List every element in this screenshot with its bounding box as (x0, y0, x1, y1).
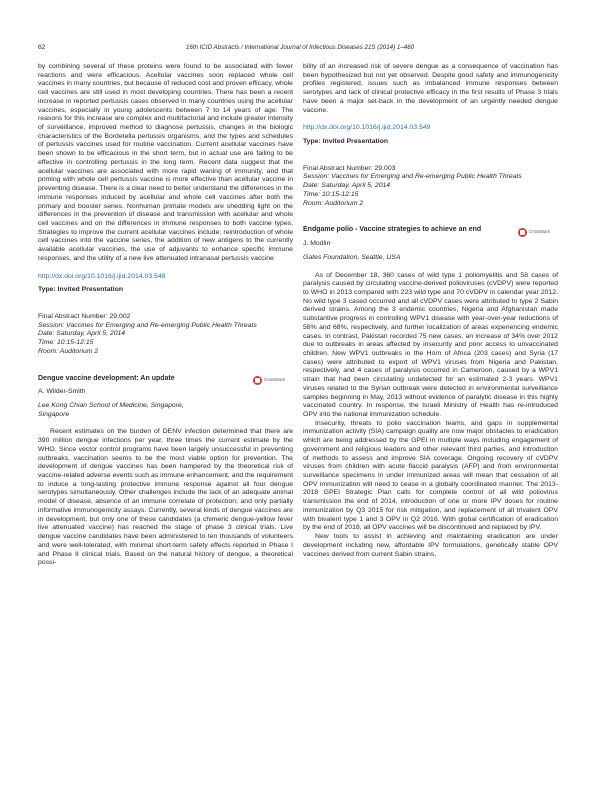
session-metadata (38, 313, 293, 357)
session-room: Room: Auditorium 2 (303, 199, 364, 207)
right-column (303, 63, 558, 559)
session-date: Date: Saturday, April 5, 2014 (303, 182, 391, 190)
presentation-type: Type: Invited Presentation (303, 138, 389, 146)
crossmark-label: CrossMark (264, 377, 286, 383)
author-affiliation: Lee Kong Chian School of Medicine, Singapore, Singapore (38, 402, 184, 418)
crossmark-label: CrossMark (529, 228, 551, 234)
session-room: Room: Auditorium 2 (38, 347, 99, 355)
abstract-body-paragraph: Recent estimates on the burden of DENV infection determined that there are 390 million dengue infections per year, three times the current estimate by the WHO. Since vector control programs have been largely unsuccessful in preventing outbreaks, vaccination seems to be the most viable option for prevention. The development of dengue vaccines has been hampered by the theoretical risk of vaccine-related adverse events such as immune enhancement, and the requirement to induce a long-lasting protective immune response against all four dengue serotypes simultaneously. Other challenges include the lack of an adequate animal model of disease, absence of an immune correlate of protection, and only partially informative immunogenicity assays. Currently, several kinds of dengue vaccines are in development, but only one of these candidates (a chimeric dengue-yellow fever live attenuated vaccine) has reached the stage of phase 3 clinical trials. Live dengue vaccine candidates have been administered to ten thousands of volunteers and were well-tolerated, with minimal short-term safety effects reported in Phase I and Phase II clinical trials. Based on the natural history of dengue, a theoretical possi- (38, 428, 293, 567)
doi-link[interactable]: http://dx.doi.org/10.1016/j.ijid.2014.03.548 (38, 272, 166, 280)
session-time: Time: 10:15-12:15 (303, 190, 359, 198)
abstract-body-paragraph: bility of an increased risk of severe dengue as a consequence of vaccination has been hypothesized but not yet observed. Despite good safety and immunogenicity profiles registered, issues such as imbalanced immune responses between serotypes and lack of clinical protective efficacy in the first results of Phase 3 trials have been a major set-back in the development of an urgently needed dengue vaccine. (303, 63, 558, 114)
author-name: J. Modlin (303, 240, 331, 248)
session-time: Time: 10:15-12:15 (38, 339, 94, 347)
crossmark-badge[interactable] (518, 226, 558, 238)
presentation-type: Type: Invited Presentation (38, 286, 124, 294)
author-affiliation: Gates Foundation, Seattle, USA (303, 253, 401, 261)
doi-link[interactable]: http://dx.doi.org/10.1016/j.ijid.2014.03.549 (303, 124, 431, 132)
article-heading (303, 226, 558, 235)
article-title: Endgame polio - Vaccine strategies to achieve an end (303, 226, 482, 234)
page-header (38, 44, 562, 56)
crossmark-badge[interactable] (253, 375, 293, 387)
author-name: A. Wilder-Smith (38, 388, 86, 396)
final-abstract-number: Final Abstract Number: 29.002 (38, 312, 131, 320)
crossmark-icon (253, 376, 262, 385)
session-date: Date: Saturday, April 5, 2014 (38, 330, 126, 338)
abstract-body-paragraph: by combining several of these proteins were found to be associated with fewer reactions and were efficacious. Acellular vaccines soon replaced whole cell vaccines in many countries, but because of reduced cost and proven efficacy, whole cell vaccines are still used in most developing countries. There has been a recent increase in reported pertussis cases observed in many countries using the acellular vaccines, especially in young adolescents between 7 to 14 years of age. The reasons for this increase are complex and multifactorial and include greater intensity of surveillance, improved method to diagnose pertussis, changes in the biologic characteristics of the Bordetella pertussis organisms, and the types and schedules of pertussis vaccines used for routine vaccination. Current acellular vaccines have been shown to be efficacious in the short term, but in actual use are failing to be effective in controlling pertussis in the long term. Recent data suggest that the acellular vaccines are associated with more rapid waning of immunity, and that priming with whole cell pertussis vaccine is more effective than acellular vaccine in preventing disease. There is a clear need to better understand the differences in the immune responses induced by acellular and whole cell vaccines after both the primary and booster series. Nonhuman primate models are shedding light on the differences in the prevention of disease and transmission with acellular and whole cell vaccines and on the differences in immune responses to both vaccine types. Strategies to improve the current acellular vaccines include; reintroduction of whole cell vaccines into the vaccine series, the addition of new antigens to the currently available acellular vaccines, the use of adjuvants to enhance specific immune responses, and the utility of a new live attenuated intranasal pertussis vaccine (38, 63, 293, 262)
crossmark-icon (518, 228, 527, 237)
abstract-body-paragraph: Insecurity, threats to polio vaccination teams, and gaps in supplemental immunization activity (SIA) campaign quality are now major obstacles to eradication which are being addressed by the GPEI in multiple ways including engagement of government and religious leaders and other relevant third parties, and introduction of methods to assess and improve SIA coverage. Ongoing recovery of cVDPV viruses from children with acute flaccid paralysis (AFP) and from environmental surveillance specimens in under immunized areas will mean that cessation of all OPV immunization will need to cease in a globally coordinated manner. The 2013-2018 GPEI Strategic Plan calls for complete control of all wild poliovirus transmission the end of 2014, introduction of one or more IPV doses for routine immunization by Q3 2015 for risk mitigation, and replacement of all trivalent OPV with bivalent type 1 and 3 OPV in Q2 2016. With global certification of eradication by the end of 2018, all OPV vaccines will be discontinued and replaced by IPV. (303, 419, 558, 532)
final-abstract-number: Final Abstract Number: 29.003 (303, 164, 396, 172)
article-title: Dengue vaccine development: An update (38, 374, 175, 382)
page-number: 62 (38, 44, 46, 51)
session-name: Session: Vaccines for Emerging and Re-emerging Public Health Threats (38, 321, 257, 329)
abstract-body-paragraph: New tools to assist in achieving and maintaining eradication are under development including new, affordable IPV formulations, genetically stable OPV vaccines derived from current Sabin strains, (303, 533, 558, 558)
abstract-body-paragraph: As of December 18, 360 cases of wild type 1 poliomyelitis and 58 cases of paralysis caused by circulating vaccine-derived polioviruses (cVDPV) were reported to WHO in 2013 compared with 223 wild type and 70 cVDPV in calendar year 2012. No wild type 3 cased occurred and all cVDPV cases were attributed to type 2 Sabin derived strains. Among the 3 endemic countries, Nigeria and Afghanistan made substantive progress in controlling WPV1 disease with year-over-year reductions of 58% and 68%, respectively, and further localization of areas experiencing endemic cases. In contrast, Pakistan recorded 75 new cases, an increase of 34% over 2012 due to outbreaks in areas affected by insecurity and poor access to unvaccinated children. New WPV1 outbreaks in the Horn of Africa (203 cases) and Syria (17 cases) were attributed to export of WPV1 viruses from Nigeria and Pakistan, respectively, and 4 cases of paralysis occurred in Cameroon, caused by a WPV1 strain that had been circulating undetected for an estimated 2-3 years. WPV1 viruses related to the Syrian outbreak were detected in environmental surveillance samples beginning in May, 2013 without evidence of paralytic disease in this highly vaccinated country. In response, the Israeli Ministry of Health has re-introduced OPV into the national immunization schedule. (303, 271, 558, 418)
session-name: Session: Vaccines for Emerging and Re-emerging Public Health Threats (303, 173, 522, 181)
left-column (38, 63, 293, 568)
running-title: 16th ICID Abstracts / International Journal of Infectious Diseases 21S (2014) 1–460 (185, 44, 415, 51)
article-heading (38, 375, 293, 384)
session-metadata (303, 165, 558, 209)
